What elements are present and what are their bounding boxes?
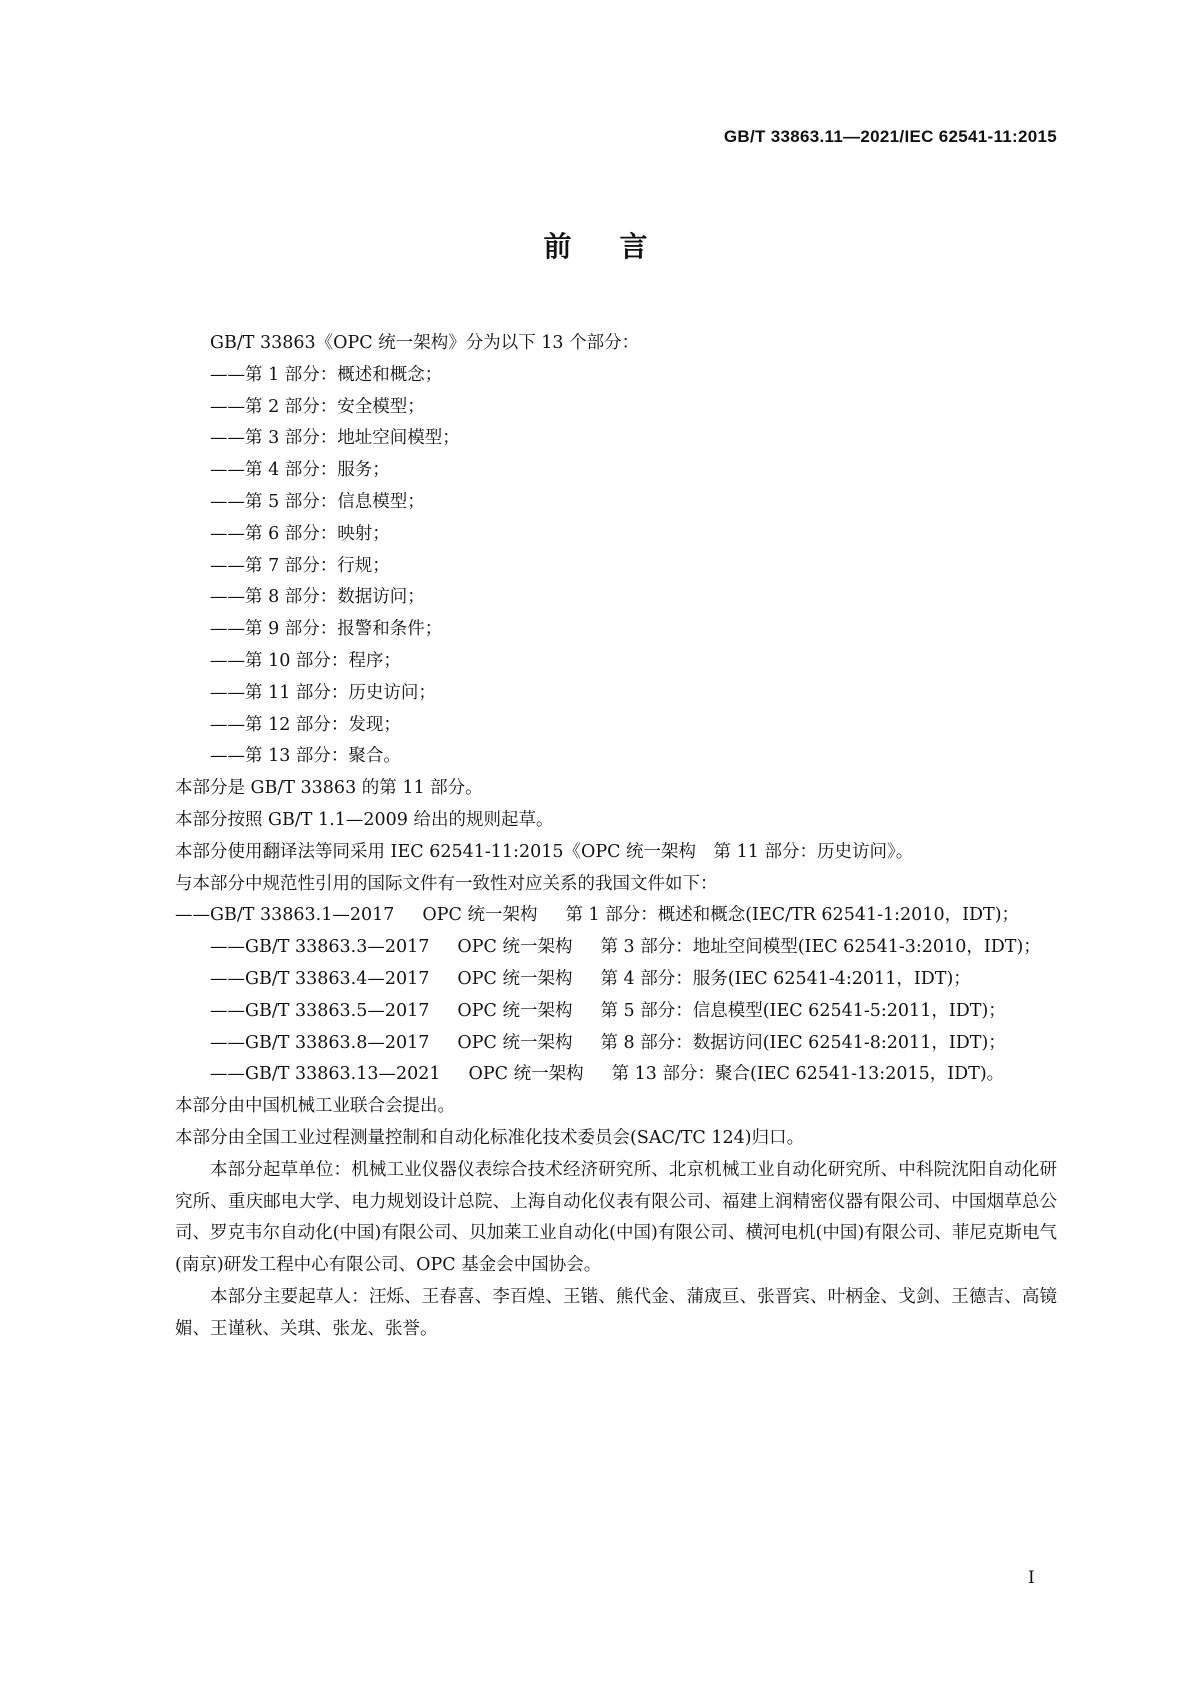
statement-adoption: 本部分使用翻译法等同采用 IEC 62541-11:2015《OPC 统一架构 第 11 部分：历史访问》。 <box>175 841 914 862</box>
statement-committee: 本部分由全国工业过程测量控制和自动化标准化技术委员会(SAC/TC 124)归口。 <box>175 1127 805 1148</box>
standard-number: GB/T 33863.11—2021/IEC 62541-11:2015 <box>723 127 1057 146</box>
list-item: ——第 10 部分：程序； <box>210 650 401 671</box>
reference-part: 第 13 部分：聚合(IEC 62541-13:2015，IDT)。 <box>611 1064 1005 1085</box>
reference-item <box>175 964 1057 996</box>
reference-part: 第 5 部分：信息模型(IEC 62541-5:2011，IDT)； <box>600 1000 1006 1021</box>
reference-part: 第 4 部分：服务(IEC 62541-4:2011，IDT)； <box>600 968 971 989</box>
list-item: ——第 11 部分：历史访问； <box>210 682 436 703</box>
reference-item <box>175 996 1057 1028</box>
reference-part: 第 3 部分：地址空间模型(IEC 62541-3:2010，IDT)； <box>600 937 1041 958</box>
statement-part-number: 本部分是 GB/T 33863 的第 11 部分。 <box>175 778 483 799</box>
reference-part: 第 1 部分：概述和概念(IEC/TR 62541-1:2010，IDT)； <box>565 905 1020 926</box>
reference-title: OPC 统一架构 <box>468 1064 584 1085</box>
reference-title: OPC 统一架构 <box>457 937 573 958</box>
reference-title: OPC 统一架构 <box>422 905 538 926</box>
statement-drafting-rules: 本部分按照 GB/T 1.1—2009 给出的规则起草。 <box>175 809 554 830</box>
list-item: ——第 9 部分：报警和条件； <box>210 619 443 640</box>
list-item: ——第 4 部分：服务； <box>210 460 390 481</box>
list-item: ——第 13 部分：聚合。 <box>210 746 401 767</box>
statement-proposer: 本部分由中国机械工业联合会提出。 <box>175 1096 455 1117</box>
reference-number: ——GB/T 33863.4—2017 <box>210 968 430 989</box>
statement-references-intro: 与本部分中规范性引用的国际文件有一致性对应关系的我国文件如下： <box>175 873 718 894</box>
reference-title: OPC 统一架构 <box>457 968 573 989</box>
document-body <box>175 328 1057 1346</box>
list-item: ——第 8 部分：数据访问； <box>210 587 425 608</box>
references-list <box>175 900 1057 1091</box>
reference-title: OPC 统一架构 <box>457 1000 573 1021</box>
reference-number: ——GB/T 33863.5—2017 <box>210 1000 430 1021</box>
reference-number: ——GB/T 33863.8—2017 <box>210 1032 430 1053</box>
intro-line: GB/T 33863《OPC 统一架构》分为以下 13 个部分： <box>210 333 640 353</box>
list-item: ——第 7 部分：行规； <box>210 555 390 576</box>
list-item: ——第 3 部分：地址空间模型； <box>210 428 460 449</box>
reference-number: ——GB/T 33863.13—2021 <box>210 1064 441 1085</box>
list-item: ——第 5 部分：信息模型； <box>210 491 425 512</box>
list-item: ——第 1 部分：概述和概念； <box>210 364 443 385</box>
reference-item <box>175 932 1057 964</box>
list-item: ——第 6 部分：映射； <box>210 523 390 544</box>
reference-title: OPC 统一架构 <box>457 1032 573 1053</box>
reference-part: 第 8 部分：数据访问(IEC 62541-8:2011，IDT)； <box>600 1032 1006 1053</box>
main-drafters: 本部分主要起草人：汪烁、王春喜、李百煌、王锴、熊代金、蒲宬亘、张晋宾、叶柄金、戈剑、王德吉、高镜媚、王谨秋、关琪、张龙、张誉。 <box>175 1286 1057 1339</box>
page-title: 前言 <box>543 230 696 263</box>
list-item: ——第 2 部分：安全模型； <box>210 396 425 417</box>
reference-item <box>175 900 1057 932</box>
list-item: ——第 12 部分：发现； <box>210 714 401 735</box>
drafting-organizations: 本部分起草单位：机械工业仪器仪表综合技术经济研究所、北京机械工业自动化研究所、中科院沈阳自动化研究所、重庆邮电大学、电力规划设计总院、上海自动化仪表有限公司、福建上润精密仪器有限公司、中国烟草总公司、罗克韦尔自动化(中国)有限公司、贝加莱工业自动化(中国)有限公司、横河电机(中国)有限公司、菲尼克斯电气(南京)研发工程中心有限公司、OPC 基金会中国协会。 <box>175 1159 1057 1276</box>
reference-item <box>175 1059 1057 1091</box>
page-number: I <box>1028 1568 1035 1588</box>
reference-number: ——GB/T 33863.1—2017 <box>175 905 395 926</box>
parts-list <box>175 360 1057 773</box>
reference-number: ——GB/T 33863.3—2017 <box>210 937 430 958</box>
reference-item <box>175 1028 1057 1060</box>
